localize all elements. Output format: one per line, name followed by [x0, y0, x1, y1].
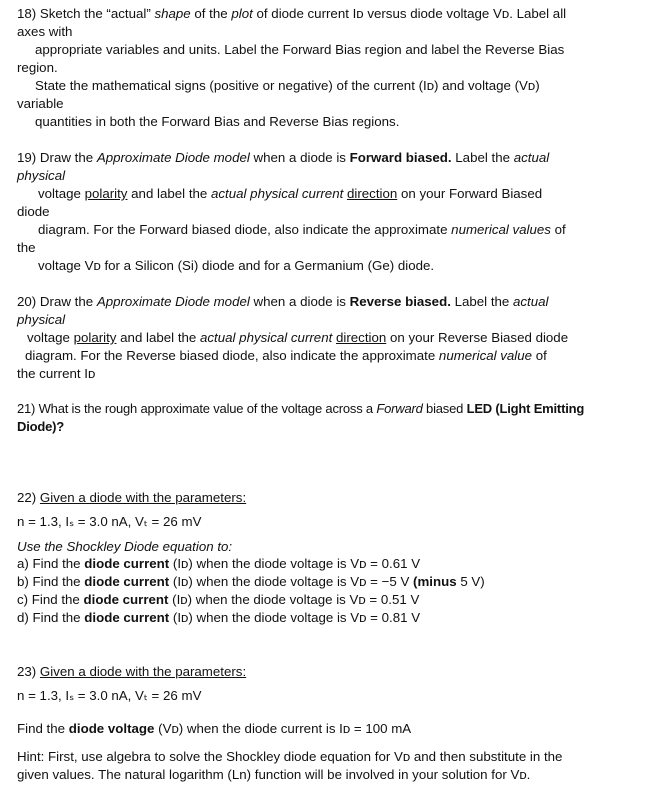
q19-line-2: physical	[17, 168, 66, 183]
q20-line-5: the current Iᴅ	[17, 366, 96, 381]
q18-line-3: appropriate variables and units. Label the Forward Bias region and label the Reverse Bias	[35, 42, 565, 57]
q22-part-b: b) Find the diode current (Iᴅ) when the diode voltage is Vᴅ = −5 V (minus 5 V)	[17, 574, 485, 589]
q22-part-d: d) Find the diode current (Iᴅ) when the diode voltage is Vᴅ = 0.81 V	[17, 610, 421, 625]
q22-instruction: Use the Shockley Diode equation to:	[17, 539, 233, 554]
q23-task: Find the diode voltage (Vᴅ) when the diode current is Iᴅ = 100 mA	[17, 721, 412, 736]
q18-line-7: quantities in both the Forward Bias and Reverse Bias regions.	[35, 114, 400, 129]
q22-part-a: a) Find the diode current (Iᴅ) when the diode voltage is Vᴅ = 0.61 V	[17, 556, 421, 571]
q19-line-4: diode	[17, 204, 50, 219]
q19-line-5: diagram. For the Forward biased diode, also indicate the approximate numerical values of	[38, 222, 566, 237]
q20-line-4: diagram. For the Reverse biased diode, also indicate the approximate numerical value of	[25, 348, 547, 363]
q23-parameters: n = 1.3, Iₛ = 3.0 nA, Vₜ = 26 mV	[17, 688, 202, 703]
q23-heading: 23) Given a diode with the parameters:	[17, 664, 247, 679]
q20-line-3: voltage polarity and label the actual physical current direction on your Reverse Biased diode	[27, 330, 569, 345]
q22-heading: 22) Given a diode with the parameters:	[17, 490, 247, 505]
q22-parameters: n = 1.3, Iₛ = 3.0 nA, Vₜ = 26 mV	[17, 514, 202, 529]
q20-line-1: 20) Draw the Approximate Diode model when a diode is Reverse biased. Label the actual	[17, 294, 549, 309]
q19-line-1: 19) Draw the Approximate Diode model when a diode is Forward biased. Label the actual	[17, 150, 550, 165]
q20-line-2: physical	[17, 312, 66, 327]
q18-line-1: 18) Sketch the “actual” shape of the plot of diode current Iᴅ versus diode voltage Vᴅ. Label all	[17, 6, 567, 21]
q18-line-4: region.	[17, 60, 58, 75]
q19-line-6: the	[17, 240, 36, 255]
q23-hint-line-2: given values. The natural logarithm (Ln) function will be involved in your solution for Vᴅ.	[17, 767, 531, 782]
q21-line-1: 21) What is the rough approximate value of the voltage across a Forward biased LED (Light Emitting	[17, 401, 585, 416]
q22-part-c: c) Find the diode current (Iᴅ) when the diode voltage is Vᴅ = 0.51 V	[17, 592, 420, 607]
q21-line-2: Diode)?	[17, 419, 64, 434]
q18-line-6: variable	[17, 96, 64, 111]
q18-line-5: State the mathematical signs (positive or negative) of the current (Iᴅ) and voltage (Vᴅ)	[35, 78, 540, 93]
q18-line-2: axes with	[17, 24, 73, 39]
q19-line-7: voltage Vᴅ for a Silicon (Si) diode and for a Germanium (Ge) diode.	[38, 258, 435, 273]
q23-hint-line-1: Hint: First, use algebra to solve the Shockley diode equation for Vᴅ and then substitute in the	[17, 749, 563, 764]
q19-line-3: voltage polarity and label the actual physical current direction on your Forward Biased	[38, 186, 543, 201]
